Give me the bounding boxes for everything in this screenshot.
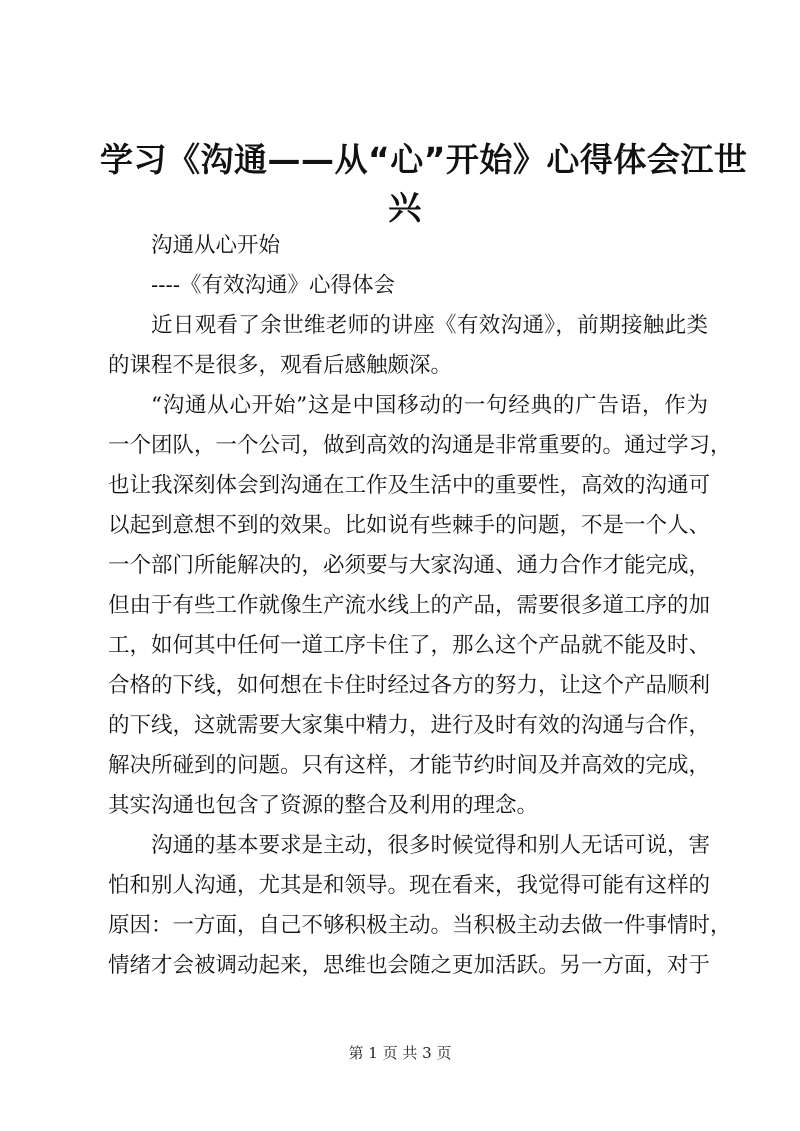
text-line: 的下线，这就需要大家集中精力，进行及时有效的沟通与合作， xyxy=(108,713,711,738)
text-line: 以起到意想不到的效果。比如说有些棘手的问题，不是一个人、 xyxy=(108,513,711,538)
text-line: 的课程不是很多，观看后感触颇深。 xyxy=(108,353,453,378)
text-line: 合格的下线，如何想在卡住时经过各方的努力，让这个产品顺利 xyxy=(108,673,711,698)
text-line: 原因：一方面，自己不够积极主动。当积极主动去做一件事情时， xyxy=(108,913,732,938)
text-line: 但由于有些工作就像生产流水线上的产品，需要很多道工序的加 xyxy=(108,593,711,618)
document-title xyxy=(100,136,748,232)
text-line: 情绪才会被调动起来，思维也会随之更加活跃。另一方面，对于 xyxy=(108,953,711,978)
text-line: 解决所碰到的问题。只有这样，才能节约时间及并高效的完成， xyxy=(108,753,711,778)
text-line: 一个部门所能解决的，必须要与大家沟通、通力合作才能完成， xyxy=(108,553,711,578)
text-line: 近日观看了余世维老师的讲座《有效沟通》，前期接触此类 xyxy=(151,313,708,338)
page-footer: 第 1 页 共 3 页 xyxy=(348,1044,452,1062)
text-line: 怕和别人沟通，尤其是和领导。现在看来，我觉得可能有这样的 xyxy=(108,873,711,898)
document-body xyxy=(108,226,732,986)
text-line: 沟通的基本要求是主动，很多时候觉得和别人无话可说，害 xyxy=(151,833,711,858)
text-line: 沟通从心开始 xyxy=(151,233,281,258)
title-line-1: 学习《沟通——从“心”开始》心得体会江世 xyxy=(100,140,748,179)
title-line-2: 兴 xyxy=(388,188,422,227)
text-line: 也让我深刻体会到沟通在工作及生活中的重要性，高效的沟通可 xyxy=(108,473,711,498)
text-line: ----《有效沟通》心得体会 xyxy=(151,273,396,298)
text-line: 一个团队，一个公司，做到高效的沟通是非常重要的。通过学习， xyxy=(108,433,732,458)
text-line: 其实沟通也包含了资源的整合及利用的理念。 xyxy=(108,793,539,818)
text-line: “沟通从心开始”这是中国移动的一句经典的广告语，作为 xyxy=(151,393,708,418)
text-line: 工，如何其中任何一道工序卡住了，那么这个产品就不能及时、 xyxy=(108,633,711,658)
